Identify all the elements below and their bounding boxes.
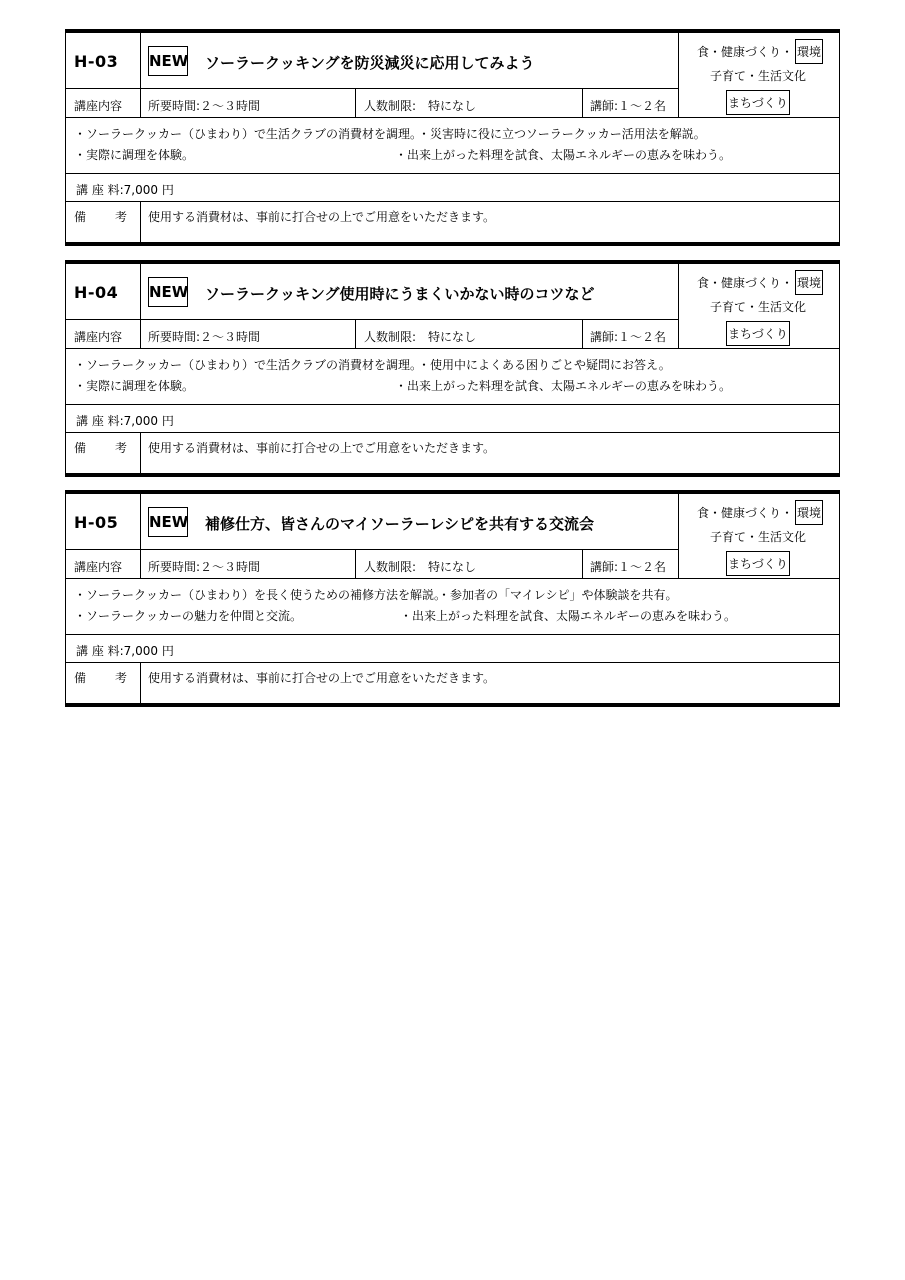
- divider: [65, 348, 840, 349]
- category-childcare-culture: 子育て・生活文化: [710, 69, 807, 83]
- category-town-tag: まちづくり: [726, 90, 790, 115]
- description-2a: ・実際に調理を体験。: [74, 379, 195, 393]
- category-childcare-culture: 子育て・生活文化: [710, 300, 807, 314]
- divider: [65, 404, 840, 405]
- remarks-label-a: 備: [74, 441, 87, 455]
- capacity: 人数制限: 特になし: [364, 99, 477, 113]
- description-1b: ・災害時に役に立つソーラークッカー活用法を解説。: [418, 127, 706, 141]
- description-1b: ・参加者の「マイレシピ」や体験談を共有。: [438, 588, 678, 602]
- category-line-1: [697, 270, 823, 295]
- divider: [65, 634, 840, 635]
- divider: [355, 549, 356, 578]
- description-1a: ・ソーラークッカー（ひまわり）で生活クラブの消費材を調理。: [74, 358, 423, 372]
- description-2a: ・実際に調理を体験。: [74, 148, 195, 162]
- divider: [678, 33, 679, 117]
- divider: [140, 264, 141, 348]
- remarks-label-b: 考: [115, 671, 128, 685]
- category-food-health: 食・健康づくり・: [697, 506, 794, 520]
- capacity: 人数制限: 特になし: [364, 560, 477, 574]
- divider: [140, 201, 141, 246]
- description-1b: ・使用中によくある困りごとや疑問にお答え。: [418, 358, 671, 372]
- instructors: 講師:１〜２名: [590, 330, 667, 344]
- divider: [582, 319, 583, 348]
- new-badge: NEW: [148, 46, 188, 76]
- course-title: ソーラークッキングを防災減災に応用してみよう: [205, 54, 535, 72]
- divider: [678, 264, 679, 348]
- content-label: 講座内容: [74, 560, 123, 574]
- course-code: H-04: [74, 283, 119, 302]
- new-badge: NEW: [148, 507, 188, 537]
- duration: 所要時間:２〜３時間: [148, 99, 261, 113]
- category-food-health: 食・健康づくり・: [697, 45, 794, 59]
- description-2b: ・出来上がった料理を試食、太陽エネルギーの恵みを味わう。: [395, 148, 732, 162]
- instructors: 講師:１〜２名: [590, 99, 667, 113]
- divider: [355, 319, 356, 348]
- divider: [355, 88, 356, 117]
- course-title: 補修仕方、皆さんのマイソーラーレシピを共有する交流会: [205, 515, 595, 533]
- remarks-label-a: 備: [74, 210, 87, 224]
- description-2b: ・出来上がった料理を試食、太陽エネルギーの恵みを味わう。: [400, 609, 737, 623]
- category-town-tag: まちづくり: [726, 551, 790, 576]
- fee: 講 座 料:7,000 円: [76, 414, 174, 428]
- course-card: [65, 29, 840, 246]
- divider: [65, 549, 679, 550]
- divider: [140, 494, 141, 578]
- divider: [65, 578, 840, 579]
- description-1a: ・ソーラークッカー（ひまわり）を長く使うための補修方法を解説。: [74, 588, 447, 602]
- duration: 所要時間:２〜３時間: [148, 330, 261, 344]
- course-card: [65, 260, 840, 477]
- capacity: 人数制限: 特になし: [364, 330, 477, 344]
- divider: [65, 201, 840, 202]
- divider: [140, 662, 141, 707]
- category-environment-tag: 環境: [795, 270, 823, 295]
- category-environment-tag: 環境: [795, 39, 823, 64]
- category-childcare-culture: 子育て・生活文化: [710, 530, 807, 544]
- description-2a: ・ソーラークッカーの魅力を仲間と交流。: [74, 609, 303, 623]
- course-code: H-03: [74, 52, 119, 71]
- divider: [140, 33, 141, 117]
- divider: [65, 173, 840, 174]
- duration: 所要時間:２〜３時間: [148, 560, 261, 574]
- divider: [65, 319, 679, 320]
- remarks-label-b: 考: [115, 210, 128, 224]
- content-label: 講座内容: [74, 99, 123, 113]
- divider: [65, 117, 840, 118]
- divider: [140, 432, 141, 477]
- course-code: H-05: [74, 513, 119, 532]
- category-town-tag: まちづくり: [726, 321, 790, 346]
- divider: [582, 549, 583, 578]
- remarks-label-a: 備: [74, 671, 87, 685]
- divider: [582, 88, 583, 117]
- divider: [65, 88, 679, 89]
- remarks-text: 使用する消費材は、事前に打合せの上でご用意をいただきます。: [148, 671, 496, 685]
- description-2b: ・出来上がった料理を試食、太陽エネルギーの恵みを味わう。: [395, 379, 732, 393]
- course-title: ソーラークッキング使用時にうまくいかない時のコツなど: [205, 285, 595, 303]
- divider: [65, 662, 840, 663]
- fee: 講 座 料:7,000 円: [76, 644, 174, 658]
- instructors: 講師:１〜２名: [590, 560, 667, 574]
- category-line-1: [697, 39, 823, 64]
- description-1a: ・ソーラークッカー（ひまわり）で生活クラブの消費材を調理。: [74, 127, 423, 141]
- fee: 講 座 料:7,000 円: [76, 183, 174, 197]
- divider: [678, 494, 679, 578]
- remarks-text: 使用する消費材は、事前に打合せの上でご用意をいただきます。: [148, 210, 496, 224]
- remarks-label-b: 考: [115, 441, 128, 455]
- remarks-text: 使用する消費材は、事前に打合せの上でご用意をいただきます。: [148, 441, 496, 455]
- category-food-health: 食・健康づくり・: [697, 276, 794, 290]
- content-label: 講座内容: [74, 330, 123, 344]
- new-badge: NEW: [148, 277, 188, 307]
- category-environment-tag: 環境: [795, 500, 823, 525]
- divider: [65, 432, 840, 433]
- course-card: [65, 490, 840, 707]
- category-line-1: [697, 500, 823, 525]
